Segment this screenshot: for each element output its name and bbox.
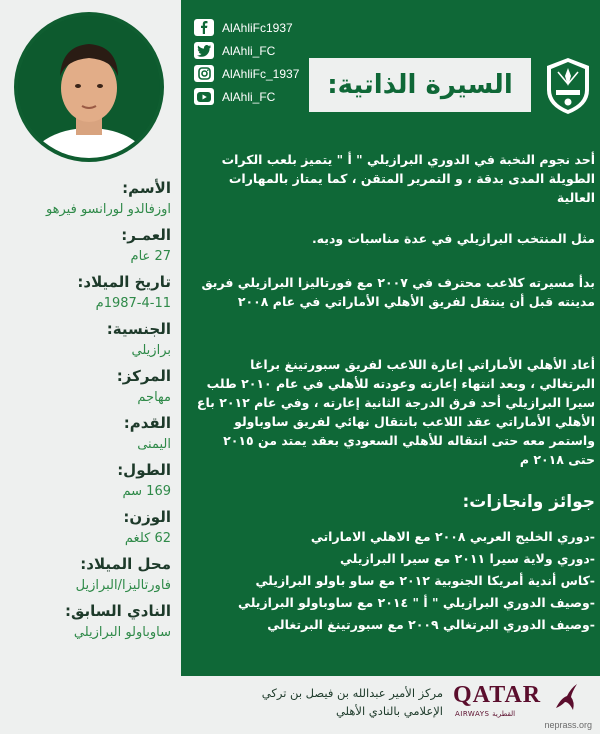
field-age (0, 225, 171, 267)
field-label: الأسم: (122, 179, 171, 197)
field-label: النادي السابق: (64, 602, 171, 620)
field-value: برازيلي (131, 343, 171, 358)
social-handle: AlAhli_FC (222, 43, 276, 58)
field-value: فاورتاليزا/البرازيل (75, 578, 171, 593)
sponsor-subtitle: AIRWAYS القطرية (455, 710, 516, 718)
social-twitter[interactable] (194, 39, 299, 62)
facebook-icon (194, 19, 214, 36)
field-value: اوزفالدو لورانسو فيرهو (45, 202, 171, 217)
field-foot (0, 413, 171, 455)
bio-paragraph: مثل المنتخب البرازيلي في عدة مناسبات وديه. (311, 231, 595, 246)
field-weight (0, 507, 171, 549)
field-position (0, 366, 171, 408)
bio-paragraph: أحد نجوم النخبة في الدوري البرازيلي " أ " يتميز بلعب الكرات الطويلة المدى بدقة ، و التمرير المتقن ، كما يمتاز بالمهارات العالية (221, 152, 595, 205)
footer (181, 676, 600, 734)
sponsor-logo (449, 680, 579, 724)
field-name (0, 178, 171, 220)
field-birthplace (0, 554, 171, 596)
social-links (194, 16, 299, 108)
award-item: -وصيف الدوري البرتغالي ٢٠٠٩ مع سبورتينغ البرتغالي (267, 617, 595, 632)
field-value: 62 كلغم (124, 531, 171, 546)
social-handle: AlAhliFc1937 (222, 20, 293, 35)
social-facebook[interactable] (194, 16, 299, 39)
watermark: neprass.org (544, 720, 592, 730)
player-photo (14, 12, 164, 162)
awards-title: جوائز وانجازات: (462, 492, 595, 512)
youtube-icon (194, 88, 214, 105)
field-previous-club (0, 601, 171, 643)
media-center-line: مركز الأمير عبدالله بن فيصل بن تركي (261, 686, 443, 700)
field-label: الجنسية: (106, 320, 171, 338)
field-label: محل الميلاد: (80, 555, 171, 573)
field-label: الوزن: (123, 508, 171, 526)
social-handle: AlAhliFc_1937 (222, 66, 300, 81)
social-youtube[interactable] (194, 85, 299, 108)
bio-paragraph: بدأ مسيرته كلاعب محترف في ٢٠٠٧ مع فورتاليزا البرازيلي فريق مدينته قبل أن ينتقل لفريق الأهلي الأماراتي في عام ٢٠٠٨ (201, 275, 595, 309)
field-value: 1987-4-11م (95, 296, 171, 311)
oryx-icon (553, 682, 579, 712)
award-item: -كاس أندية أمريكا الجنوبية ٢٠١٢ مع ساو باولو البرازيلي (255, 573, 595, 588)
award-item: -وصيف الدوري البرازيلي " أ " ٢٠١٤ مع ساوباولو البرازيلي (238, 595, 595, 610)
field-value: 27 عام (130, 249, 171, 264)
section-title-box (309, 58, 531, 112)
club-logo (543, 56, 593, 116)
bio-paragraph: أعاد الأهلي الأماراتي إعارة اللاعب لفريق سبورتينغ براغا البرتغالي ، وبعد انتهاء إعارته وعودته للأهلي في عام ٢٠١٠ طلب سيرا البرازيلي أحد فرق الدرجة الثانية إعارته ، وفي عام ٢٠١٢ باع الأهلي الأماراتي عقد اللاعب بانتقال نهائي لفريق ساوباولو واستمر معه حتى انتقاله للأهلي السعودي بعقد يمتد من ٢٠١٥ حتى ٢٠١٨ م (196, 357, 595, 467)
social-instagram[interactable] (194, 62, 299, 85)
field-birthdate (0, 272, 171, 314)
social-handle: AlAhli_FC (222, 89, 276, 104)
profile-fields (0, 178, 181, 648)
award-item: -دوري ولاية سيرا ٢٠١١ مع سيرا البرازيلي (340, 551, 595, 566)
bio-panel (181, 0, 600, 734)
field-label: المركز: (116, 367, 171, 385)
field-value: ساوباولو البرازيلي (73, 625, 171, 640)
profile-column (0, 0, 181, 734)
sponsor-name: QATAR (453, 682, 542, 708)
field-value: 169 سم (122, 484, 171, 499)
page-title: السيرة الذاتية: (327, 70, 513, 100)
field-value: مهاجم (137, 390, 171, 405)
field-value: اليمنى (137, 437, 171, 452)
instagram-icon (194, 65, 214, 82)
field-label: تاريخ الميلاد: (77, 273, 171, 291)
bio-text (193, 150, 595, 469)
field-label: العمـر: (121, 226, 171, 244)
media-center-line: الإعلامي بالنادي الأهلي (335, 704, 443, 718)
twitter-icon (194, 42, 214, 59)
field-nationality (0, 319, 171, 361)
field-label: الطول: (117, 461, 171, 479)
award-item: -دوري الخليج العربي ٢٠٠٨ مع الاهلي الاماراتي (310, 529, 595, 544)
field-label: القدم: (123, 414, 171, 432)
field-height (0, 460, 171, 502)
media-center-name (203, 684, 443, 720)
awards-list (193, 526, 595, 636)
